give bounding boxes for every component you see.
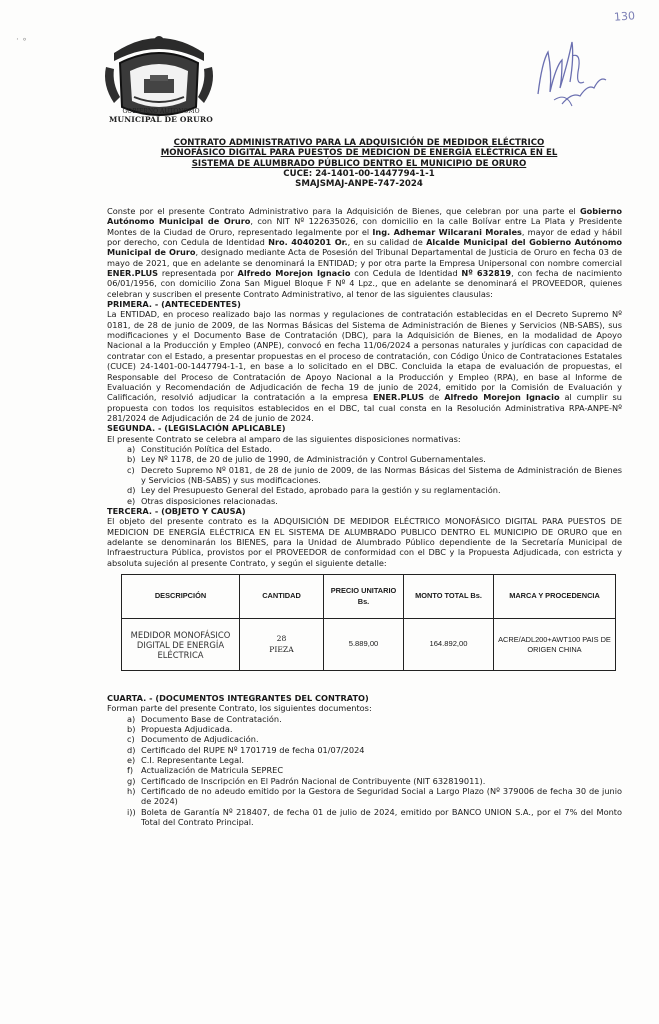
list-item: d) Certificado del RUPE Nº 1701719 de fecha 01/07/2024 bbox=[127, 744, 365, 755]
intro-paragraph: Conste por el presente Contrato Administrativo para la Adquisición de Bienes, que celebran por una parte el Gobierno Autónomo Municipal de Oruro, con NIT Nº 122635026, con domicilio en la calle Bolívar entre La Plata y Presidente Montes de la Ciudad de Oruro, representado legalmente por el Ing. Adhemar Wilcarani Morales, mayor de edad y hábil por derecho, con Cedula de Identidad Nro. 4040201 Or., en su calidad de Alcalde Municipal del Gobierno Autónomo Municipal de Oruro, designado mediante Acta de Posesión del Tribunal Departamental de Justicia de Oruro en fecha 03 de mayo de 2021, que en adelante se denominará la ENTIDAD; y por otra parte la Empresa Unipersonal con nombre comercial ENER.PLUS representada por Alfredo Morejon Ignacio con Cedula de Identidad Nº 632819, con fecha de nacimiento 06/01/1956, con domicilio Zona San Miguel Bloque F Nº 4 Lpz., que en adelante se denominará el PROVEEDOR, quienes celebran y suscriben el presente Contrato Administrativo, al tenor de las siguientes clausulas: bbox=[107, 206, 623, 299]
section-tercera-heading: TERCERA. - (OBJETO Y CAUSA) bbox=[107, 505, 246, 516]
table-row bbox=[122, 619, 616, 671]
list-item: e) C.I. Representante Legal. bbox=[127, 755, 245, 766]
cell-cantidad-num: 28 bbox=[276, 634, 287, 644]
section-segunda-intro: El presente Contrato se celebra al amparo de las siguientes disposiciones normativas: bbox=[107, 433, 461, 444]
list-item: a) Documento Base de Contratación. bbox=[127, 713, 282, 724]
cuce-code: CUCE: 24-1401-00-1447794-1-1 bbox=[283, 168, 435, 179]
section-tercera-text: El objeto del presente contrato es la ADQUISICIÓN DE MEDIDOR ELÉCTRICO MONOFÁSICO DIGITAL PARA PUESTOS DE MEDICION DE ENERGÍA ELÉCTRICA EN EL SISTEMA DE ALUMBRADO PUBLICO DENTRO EL MUNICIPIO DE ORURO que en adelante se denominarán los BIENES, para la Unidad de Alumbrado Público dependiente de la Secretaría Municipal de Infraestructura Pública, provistos por el PROVEEDOR de conformidad con el DBC y la Propuesta Adjudicada, con estricta y absoluta sujeción al presente Contrato, y según el siguiente detalle: bbox=[107, 516, 622, 568]
cell-descripcion: MEDIDOR MONOFÁSICO DIGITAL DE ENERGÍA ELÉCTRICA bbox=[122, 619, 240, 671]
title-line-3: SISTEMA DE ALUMBRADO PÚBLICO DENTRO EL MUNICIPIO DE ORURO bbox=[191, 158, 527, 169]
cell-cantidad-unit: PIEZA bbox=[269, 644, 294, 654]
list-item: c) Decreto Supremo Nº 0181, de 28 de junio de 2009, de las Normas Básicas del Sistema de Administración de Bienes y Servicios (NB-SABS) y sus modificaciones. bbox=[127, 464, 622, 485]
section-primera-text: La ENTIDAD, en proceso realizado bajo las normas y regulaciones de contratación establecidas en el Decreto Supremo Nº 0181, de 28 de junio de 2009, de las Normas Básicas del Sistema de Administración de Bienes y Servicios (NB-SABS), sus modificaciones y el Documento Base de Contratación (DBC), para la Adquisición de Bienes, en la modalidad de Apoyo Nacional a la Producción y Empleo (ANPE), convocó en fecha 11/06/2024 a personas naturales y jurídicas con capacidad de contratar con el Estado, a presentar propuestas en el proceso de contratación, con Código Único de Contrataciones Estatales (CUCE) 24-1401-00-1447794-1-1, en base a lo solicitado en el DBC. Concluida la etapa de evaluación de propuestas, el Responsable del Proceso de Contratación de Apoyo Nacional a la Producción y Empleo (RPA), en base al Informe de Evaluación y Recomendación de Adjudicación de fecha 19 de junio de 2024, emitido por la Comisión de Evaluación y Calificación, resolvió adjudicar la contratación a la empresa ENER.PLUS de Alfredo Morejon Ignacio al cumplir su propuesta con todos los requisitos establecidos en el DBC, tal cual consta en la Resolución Administrativa RPA-ANPE-Nº 281/2024 de Adjudicación de 24 de junio de 2024. bbox=[107, 309, 622, 423]
cell-cantidad bbox=[240, 619, 324, 671]
contract-body bbox=[107, 206, 622, 828]
section-cuarta-intro: Forman parte del presente Contrato, los siguientes documentos: bbox=[107, 703, 372, 714]
list-item: e) Otras disposiciones relacionadas. bbox=[127, 495, 278, 506]
header-monto: MONTO TOTAL Bs. bbox=[404, 575, 494, 619]
list-item: h) Certificado de no adeudo emitido por la Gestora de Seguridad Social a Largo Plazo (Nº 379006 de fecha 30 de junio de 2024) bbox=[127, 786, 622, 807]
page-number: 130 bbox=[613, 9, 636, 24]
handwritten-signature-icon bbox=[532, 22, 612, 112]
section-segunda-heading: SEGUNDA. - (LEGISLACIÓN APLICABLE) bbox=[107, 423, 286, 434]
list-item: b) Propuesta Adjudicada. bbox=[127, 724, 233, 735]
list-item: i)) Boleta de Garantía Nº 218407, de fecha 01 de julio de 2024, emitido por BANCO UNION S.A., por el 7% del Monto Total del Contrato Principal. bbox=[127, 806, 622, 828]
table-header-row bbox=[122, 575, 616, 619]
title-line-2: MONOFÁSICO DIGITAL PARA PUESTOS DE MEDICION DE ENERGÍA ELÉCTRICA EN EL bbox=[160, 148, 558, 159]
header-descripcion: DESCRIPCIÓN bbox=[122, 575, 240, 619]
goods-table bbox=[121, 574, 616, 671]
list-item: g) Certificado de Inscripción en El Padrón Nacional de Contribuyente (NIT 632819011). bbox=[127, 775, 486, 786]
list-item: d) Ley del Presupuesto General del Estado, aprobado para la gestión y su reglamentación. bbox=[127, 485, 501, 496]
list-item: c) Documento de Adjudicación. bbox=[127, 734, 259, 745]
logo-caption bbox=[96, 108, 226, 124]
logo-caption-line2: MUNICIPAL DE ORURO bbox=[109, 115, 213, 124]
list-item: f) Actualización de Matricula SEPREC bbox=[127, 765, 284, 776]
logo-caption-line1: GOBIERNO AUTONOMO bbox=[122, 108, 200, 115]
section-primera-heading: PRIMERA. - (ANTECEDENTES) bbox=[107, 299, 241, 310]
cell-total: 164.892,00 bbox=[404, 619, 494, 671]
segunda-list bbox=[127, 444, 622, 506]
header-marca: MARCA Y PROCEDENCIA bbox=[494, 575, 616, 619]
cell-marca: ACRE/ADL200+AWT100 PAIS DE ORIGEN CHINA bbox=[494, 619, 616, 671]
contract-code: SMAJSMAJ-ANPE-747-2024 bbox=[295, 179, 423, 190]
cell-precio: 5.889,00 bbox=[324, 619, 404, 671]
margin-mark: · ∘ bbox=[16, 35, 28, 45]
header-precio: PRECIO UNITARIO Bs. bbox=[324, 575, 404, 619]
list-item: b) Ley Nº 1178, de 20 de julio de 1990, de Administración y Control Gubernamentales. bbox=[127, 454, 486, 465]
header-cantidad: CANTIDAD bbox=[240, 575, 324, 619]
list-item: a) Constitución Política del Estado. bbox=[127, 443, 272, 454]
section-cuarta-heading: CUARTA. - (DOCUMENTOS INTEGRANTES DEL CONTRATO) bbox=[107, 693, 369, 704]
cuarta-list bbox=[127, 714, 622, 828]
title-line-1: CONTRATO ADMINISTRATIVO PARA LA ADQUISICIÓN DE MEDIDOR ELÉCTRICO bbox=[173, 138, 545, 148]
document-title bbox=[118, 138, 600, 189]
